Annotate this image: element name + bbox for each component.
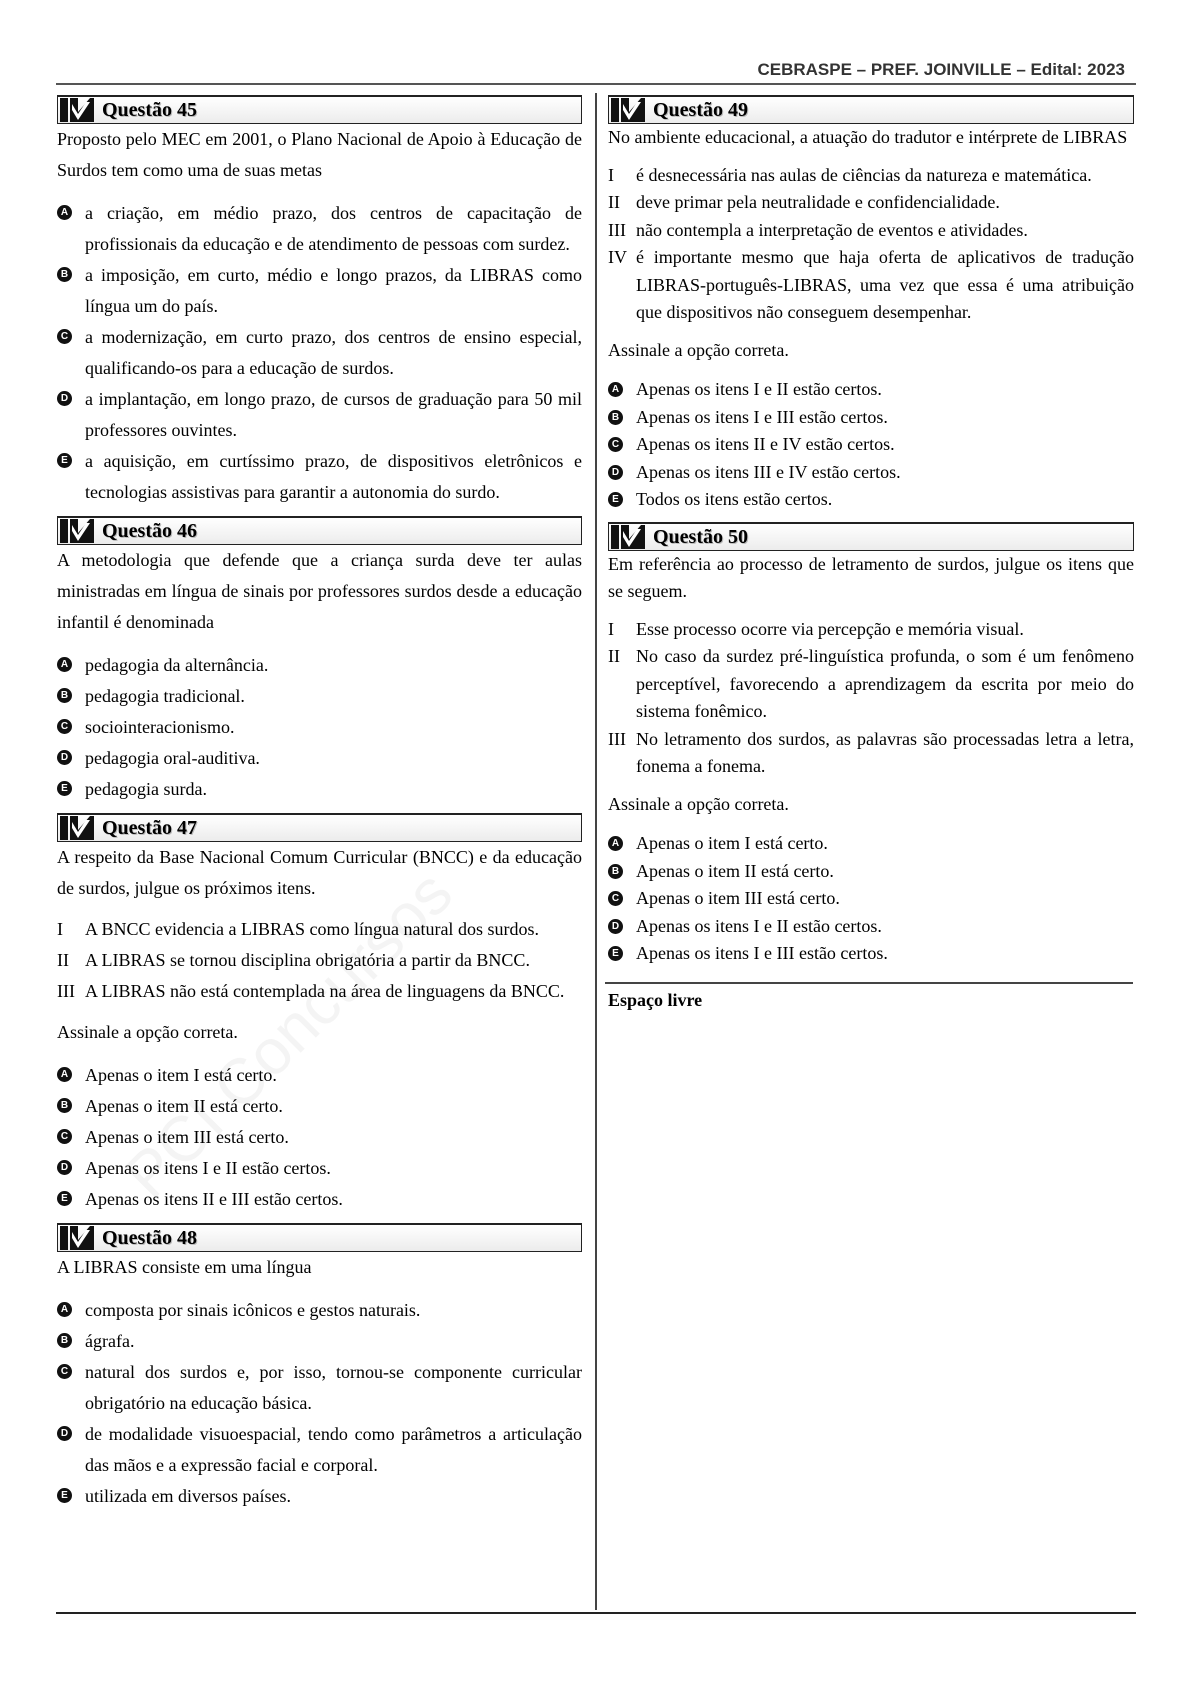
item-text: No caso da surdez pré-linguística profunda, o som é um fenômeno perceptível, favorecendo a aprendizagem da escrita por meio do sistema fonêmico. bbox=[636, 646, 1134, 721]
option-a[interactable] bbox=[608, 376, 1134, 404]
option-letter-icon: E bbox=[608, 492, 623, 507]
option-text: Apenas o item I está certo. bbox=[85, 1065, 277, 1085]
question-header bbox=[57, 1223, 582, 1252]
option-e[interactable] bbox=[57, 446, 582, 508]
statement-item bbox=[57, 976, 582, 1007]
question-stem: A LIBRAS consiste em uma língua bbox=[57, 1257, 312, 1277]
option-letter-icon: C bbox=[57, 1129, 72, 1144]
item-text: deve primar pela neutralidade e confidencialidade. bbox=[636, 192, 1000, 212]
option-letter-icon: B bbox=[57, 1098, 72, 1113]
items-list bbox=[57, 914, 582, 1007]
option-d[interactable] bbox=[608, 459, 1134, 487]
option-text: sociointeracionismo. bbox=[85, 717, 235, 737]
checkmark-icon bbox=[60, 816, 94, 840]
option-text: a imposição, em curto, médio e longo prazos, da LIBRAS como língua um do país. bbox=[85, 265, 582, 316]
item-number: I bbox=[608, 164, 614, 185]
question-50 bbox=[608, 522, 1134, 968]
option-e[interactable] bbox=[57, 774, 582, 805]
option-d[interactable] bbox=[57, 1153, 582, 1184]
option-a[interactable] bbox=[608, 830, 1134, 858]
item-text: é importante mesmo que haja oferta de aplicativos de tradução LIBRAS-português-LIBRAS, uma vez que essa é uma atribuição que dispositivos não conseguem desempenhar. bbox=[636, 247, 1134, 322]
option-text: pedagogia da alternância. bbox=[85, 655, 269, 675]
option-a[interactable] bbox=[57, 650, 582, 681]
option-text: Apenas o item II está certo. bbox=[85, 1096, 283, 1116]
question-title: Questão 45 bbox=[102, 99, 197, 121]
question-46 bbox=[57, 516, 582, 805]
item-number: III bbox=[608, 219, 626, 240]
page-header: CEBRASPE – PREF. JOINVILLE – Edital: 2023 bbox=[757, 60, 1125, 79]
option-letter-icon: D bbox=[57, 750, 72, 765]
option-text: composta por sinais icônicos e gestos naturais. bbox=[85, 1300, 421, 1320]
checkmark-icon bbox=[60, 519, 94, 543]
question-45 bbox=[57, 95, 582, 508]
question-stem: A respeito da Base Nacional Comum Curricular (BNCC) e da educação de surdos, julgue os próximos itens. bbox=[57, 847, 582, 898]
statement-item bbox=[608, 244, 1134, 327]
statement-item bbox=[608, 217, 1134, 245]
instruction-text: Assinale a opção correta. bbox=[608, 339, 789, 360]
option-text: Apenas os itens I e II estão certos. bbox=[636, 379, 882, 399]
question-header bbox=[57, 95, 582, 124]
item-text: não contempla a interpretação de eventos e atividades. bbox=[636, 219, 1028, 240]
question-title: Questão 46 bbox=[102, 520, 197, 542]
option-letter-icon: E bbox=[57, 453, 72, 468]
option-a[interactable] bbox=[57, 198, 582, 260]
option-c[interactable] bbox=[608, 885, 1134, 913]
item-text: é desnecessária nas aulas de ciências da natureza e matemática. bbox=[636, 164, 1092, 185]
option-c[interactable] bbox=[57, 322, 582, 384]
option-d[interactable] bbox=[57, 743, 582, 774]
option-text: Apenas os itens II e III estão certos. bbox=[85, 1189, 343, 1209]
option-b[interactable] bbox=[57, 681, 582, 712]
item-text: A BNCC evidencia a LIBRAS como língua natural dos surdos. bbox=[85, 919, 539, 939]
option-c[interactable] bbox=[57, 1122, 582, 1153]
option-text: Apenas os itens I e III estão certos. bbox=[636, 943, 888, 963]
statement-item bbox=[57, 945, 582, 976]
option-text: a aquisição, em curtíssimo prazo, de dispositivos eletrônicos e tecnologias assistivas para garantir a autonomia do surdo. bbox=[85, 451, 582, 502]
option-c[interactable] bbox=[57, 712, 582, 743]
options-list bbox=[57, 650, 582, 805]
option-letter-icon: C bbox=[57, 1364, 72, 1379]
option-letter-icon: D bbox=[608, 919, 623, 934]
free-space-label: Espaço livre bbox=[608, 989, 703, 1010]
option-e[interactable] bbox=[608, 940, 1134, 968]
question-title: Questão 50 bbox=[653, 525, 748, 548]
option-text: Todos os itens estão certos. bbox=[636, 489, 833, 509]
option-letter-icon: B bbox=[57, 1333, 72, 1348]
question-47 bbox=[57, 813, 582, 1215]
statement-item bbox=[608, 162, 1134, 190]
options-list bbox=[57, 1295, 582, 1512]
option-text: Apenas os itens I e III estão certos. bbox=[636, 406, 888, 427]
question-stem: A metodologia que defende que a criança surda deve ter aulas ministradas em língua de sinais por professores surdos desde a educação infantil é denominada bbox=[57, 550, 582, 632]
item-number: I bbox=[608, 618, 614, 639]
option-text: pedagogia tradicional. bbox=[85, 686, 245, 706]
option-text: a implantação, em longo prazo, de cursos de graduação para 50 mil professores ouvintes. bbox=[85, 389, 582, 440]
instruction-text: Assinale a opção correta. bbox=[608, 793, 789, 814]
option-text: pedagogia oral-auditiva. bbox=[85, 748, 260, 768]
checkmark-icon bbox=[60, 1226, 94, 1250]
option-text: Apenas o item III está certo. bbox=[85, 1127, 289, 1147]
left-column bbox=[57, 95, 582, 1512]
option-b[interactable] bbox=[57, 1091, 582, 1122]
option-e[interactable] bbox=[57, 1481, 582, 1512]
item-text: A LIBRAS se tornou disciplina obrigatória a partir da BNCC. bbox=[85, 950, 530, 970]
item-number: III bbox=[57, 981, 75, 1001]
item-text: Esse processo ocorre via percepção e memória visual. bbox=[636, 618, 1024, 639]
question-title: Questão 48 bbox=[102, 1227, 197, 1249]
option-b[interactable] bbox=[608, 858, 1134, 886]
statement-item bbox=[608, 616, 1134, 644]
option-letter-icon: D bbox=[57, 1160, 72, 1175]
option-letter-icon: C bbox=[57, 719, 72, 734]
option-e[interactable] bbox=[608, 486, 1134, 514]
option-text: ágrafa. bbox=[85, 1331, 135, 1351]
option-letter-icon: D bbox=[57, 391, 72, 406]
option-text: Apenas os itens II e IV estão certos. bbox=[636, 434, 895, 454]
item-text: No letramento dos surdos, as palavras são processadas letra a letra, fonema a fonema. bbox=[636, 728, 1134, 776]
option-letter-icon: A bbox=[57, 205, 72, 220]
option-e[interactable] bbox=[57, 1184, 582, 1215]
option-letter-icon: E bbox=[608, 946, 623, 961]
option-letter-icon: E bbox=[57, 781, 72, 796]
question-header bbox=[57, 813, 582, 842]
option-text: Apenas os itens I e II estão certos. bbox=[636, 915, 882, 936]
option-letter-icon: A bbox=[57, 1302, 72, 1317]
option-text: Apenas os itens I e II estão certos. bbox=[85, 1158, 331, 1178]
option-text: a modernização, em curto prazo, dos centros de ensino especial, qualificando-os para a educação de surdos. bbox=[85, 327, 582, 378]
question-title: Questão 47 bbox=[102, 817, 197, 839]
option-letter-icon: C bbox=[608, 891, 623, 906]
option-d[interactable] bbox=[608, 913, 1134, 941]
question-header bbox=[608, 522, 1134, 551]
option-a[interactable] bbox=[57, 1295, 582, 1326]
item-number: II bbox=[608, 646, 620, 666]
option-text: a criação, em médio prazo, dos centros de capacitação de profissionais da educação e de atendimento de pessoas com surdez. bbox=[85, 203, 582, 254]
checkmark-icon bbox=[60, 98, 94, 122]
item-number: I bbox=[57, 919, 63, 939]
option-letter-icon: D bbox=[57, 1426, 72, 1441]
question-stem: Em referência ao processo de letramento de surdos, julgue os itens que se seguem. bbox=[608, 553, 1134, 601]
option-b[interactable] bbox=[608, 404, 1134, 432]
instruction-text: Assinale a opção correta. bbox=[57, 1022, 238, 1042]
option-text: natural dos surdos e, por isso, tornou-se componente curricular obrigatório na educação básica. bbox=[85, 1362, 582, 1413]
item-number: III bbox=[608, 728, 626, 749]
option-c[interactable] bbox=[608, 431, 1134, 459]
option-letter-icon: E bbox=[57, 1191, 72, 1206]
options-list bbox=[57, 198, 582, 508]
right-column bbox=[608, 95, 1134, 1011]
checkmark-icon bbox=[611, 98, 645, 122]
option-a[interactable] bbox=[57, 1060, 582, 1091]
option-text: Apenas o item III está certo. bbox=[636, 888, 840, 908]
option-text: pedagogia surda. bbox=[85, 779, 207, 799]
option-text: Apenas o item II está certo. bbox=[636, 860, 834, 881]
question-stem: No ambiente educacional, a atuação do tradutor e intérprete de LIBRAS bbox=[608, 127, 1128, 147]
option-letter-icon: B bbox=[57, 267, 72, 282]
item-number: IV bbox=[608, 247, 627, 267]
option-letter-icon: A bbox=[57, 1067, 72, 1082]
option-text: Apenas os itens III e IV estão certos. bbox=[636, 461, 901, 482]
header-divider bbox=[56, 83, 1136, 85]
column-divider bbox=[595, 93, 597, 1610]
option-text: utilizada em diversos países. bbox=[85, 1486, 291, 1506]
statement-item bbox=[608, 643, 1134, 726]
question-title: Questão 49 bbox=[653, 99, 748, 121]
question-49 bbox=[608, 95, 1134, 514]
option-letter-icon: D bbox=[608, 465, 623, 480]
options-list bbox=[608, 830, 1134, 968]
option-b[interactable] bbox=[57, 260, 582, 322]
item-text: A LIBRAS não está contemplada na área de linguagens da BNCC. bbox=[85, 981, 565, 1001]
option-d[interactable] bbox=[57, 384, 582, 446]
free-space-divider bbox=[605, 982, 1133, 984]
question-header bbox=[608, 95, 1134, 124]
option-letter-icon: C bbox=[57, 329, 72, 344]
option-b[interactable] bbox=[57, 1326, 582, 1357]
options-list bbox=[57, 1060, 582, 1215]
option-letter-icon: A bbox=[57, 657, 72, 672]
option-letter-icon: B bbox=[57, 688, 72, 703]
option-d[interactable] bbox=[57, 1419, 582, 1481]
option-letter-icon: C bbox=[608, 437, 623, 452]
item-number: II bbox=[57, 950, 69, 970]
question-stem: Proposto pelo MEC em 2001, o Plano Nacional de Apoio à Educação de Surdos tem como uma de suas metas bbox=[57, 129, 582, 180]
option-letter-icon: A bbox=[608, 836, 623, 851]
items-list bbox=[608, 162, 1134, 327]
item-number: II bbox=[608, 192, 620, 212]
option-text: de modalidade visuoespacial, tendo como parâmetros a articulação das mãos e a expressão facial e corporal. bbox=[85, 1424, 582, 1475]
option-c[interactable] bbox=[57, 1357, 582, 1419]
option-letter-icon: B bbox=[608, 864, 623, 879]
checkmark-icon bbox=[611, 525, 645, 549]
question-48 bbox=[57, 1223, 582, 1512]
question-header bbox=[57, 516, 582, 545]
statement-item bbox=[608, 189, 1134, 217]
statement-item bbox=[608, 726, 1134, 781]
option-text: Apenas o item I está certo. bbox=[636, 833, 828, 853]
option-letter-icon: B bbox=[608, 410, 623, 425]
option-letter-icon: E bbox=[57, 1488, 72, 1503]
statement-item bbox=[57, 914, 582, 945]
items-list bbox=[608, 616, 1134, 781]
option-letter-icon: A bbox=[608, 382, 623, 397]
options-list bbox=[608, 376, 1134, 514]
footer-divider bbox=[56, 1612, 1136, 1614]
